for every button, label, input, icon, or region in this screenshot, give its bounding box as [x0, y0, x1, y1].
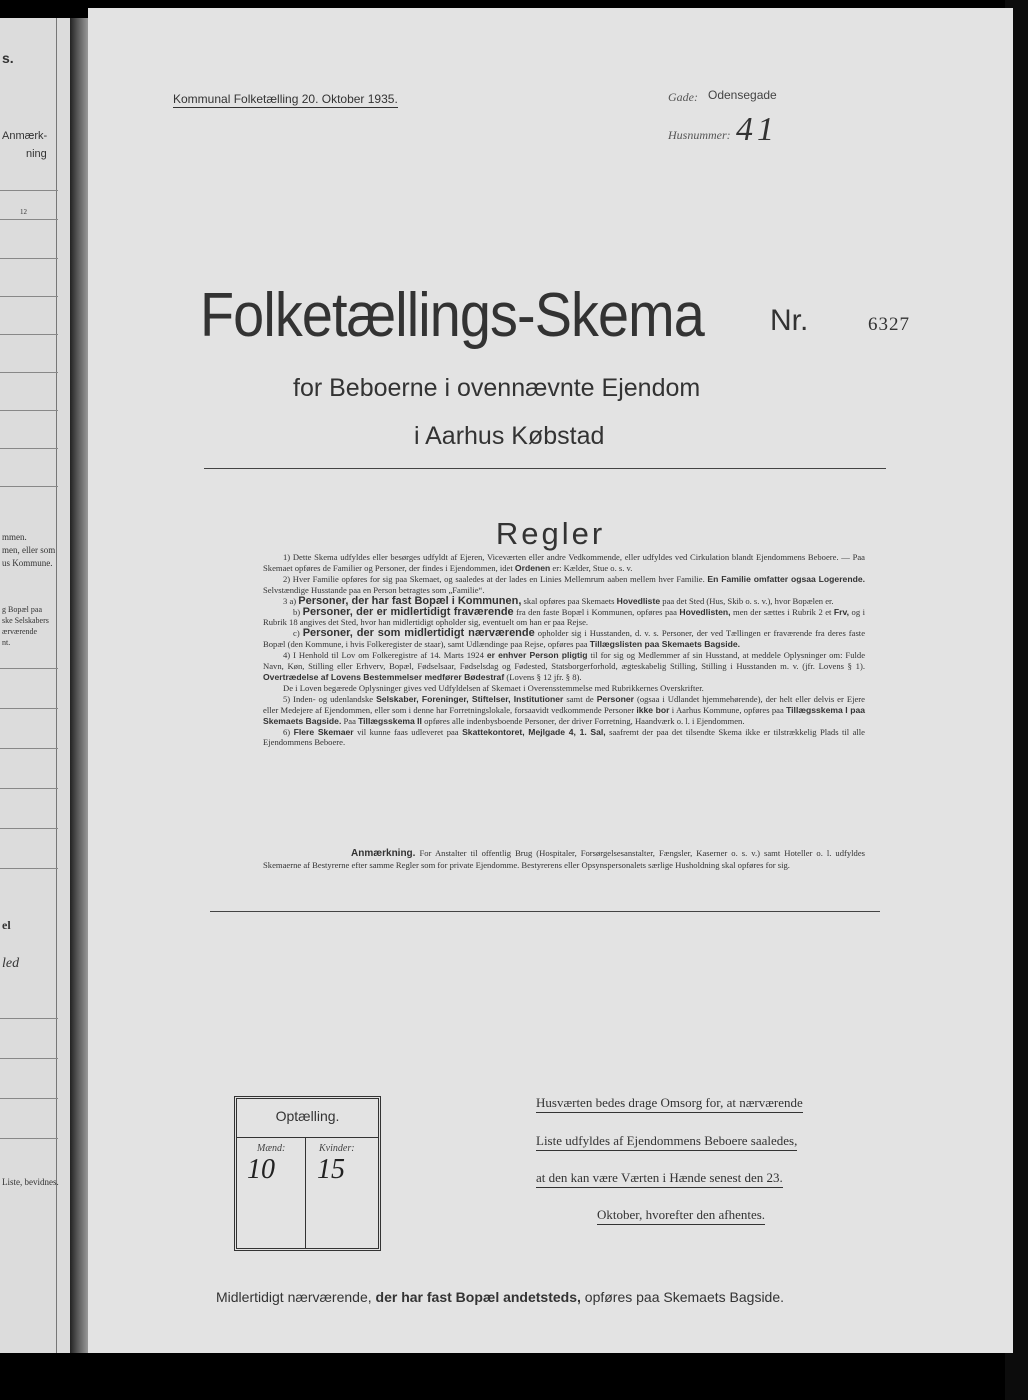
form-subtitle-1: for Beboerne i ovennævnte Ejendom [293, 374, 701, 402]
count-box-divider [305, 1137, 306, 1248]
left-el-text: el [2, 918, 11, 932]
left-note2-line-4: nt. [2, 638, 11, 647]
rule-3c: c) Personer, der som midlertidigt nærværende opholder sig i Husstanden, d. v. s. Personer, der ved Tællingen er fraværende fra deres faste Bopæl (den Kommune, i hvis Folkeregister de staar), samt Udlændinge paa Rejse, opføres paa Tillægslisten paa Skemaets Bagside. [263, 627, 866, 650]
left-liste-text: Liste, bevidnes. [2, 1177, 59, 1187]
census-form-page [88, 8, 1013, 1353]
note-label: Anmærkning. [351, 848, 416, 859]
notice-line-4: Oktober, hvorefter den afhentes. [597, 1207, 765, 1225]
notice-line-2: Liste udfyldes af Ejendommens Beboere saaledes, [536, 1133, 797, 1151]
form-number-value: 6327 [868, 314, 910, 335]
previous-page-edge [0, 18, 70, 1353]
note-paragraph [263, 848, 865, 871]
rule-3b: b) Personer, der er midlertidigt fraværende fra den faste Bopæl i Kommunen, opføres paa Hovedlisten, men der sættes i Rubrik 2 et Frv, og i Rubrik 18 angives det Sted, hvor han midlertidigt opholder sig, eventuelt om han er paa Rejse. [263, 605, 865, 628]
form-number-label: Nr. [770, 304, 809, 337]
left-column-number: 12 [20, 208, 27, 216]
rule-4: 4) I Henhold til Lov om Folkeregistre af 14. Marts 1924 er enhver Person pligtig til for sig og Medlemmer af sin Husstand, at meddele Oplysninger om: Fulde Navn, Køn, Stilling eller Erhverv, Bopæl, Fødselsaar, Fødselsdag og Fødested, Statsborgerforhold, ægteskabelig Stilling, Stilling i Husstanden m. v. (jfr. Lovens § 1). Overtrædelse af Lovens Bestemmelser medfører Bødestraf (Lovens § 12 jfr. § 8). [263, 650, 866, 682]
left-column-header-2: ning [26, 148, 47, 160]
women-label: Kvinder: [319, 1143, 355, 1154]
rule-1: 1) Dette Skema udfyldes eller besørges udfyldt af Ejeren, Viceværten eller andre Vedkommende, eller udfyldes ved Cirkulation blandt Ejendommens Beboere. — Paa Skemaet opføres de Familier og Personer, der findes i Ejendommen, idet Ordenen er: Kælder, Stue o. s. v. [263, 552, 865, 573]
count-box-title: Optælling. [275, 1108, 340, 1124]
rule-4-note: De i Loven begærede Oplysninger gives ved Udfyldelsen af Skemaet i Overensstemmelse med Rubrikkernes Overskrifter. [283, 682, 704, 693]
rules-text [263, 552, 865, 748]
count-box-header-rule [237, 1137, 378, 1138]
gade-value: Odensegade [708, 88, 777, 102]
left-handwriting: led [2, 956, 20, 971]
left-note-line-1: mmen. [2, 532, 27, 542]
book-binding [70, 18, 88, 1353]
note-text: For Anstalter til offentlig Brug (Hospitaler, Forsørgelsesanstalter, Fængsler, Kaserner o. s. v.) samt Hoteller o. l. udfyldes Skemaerne af Bestyrerne efter samme Regler som for private Ejendomme. Bestyrerens eller Opsynspersonalets særlige Husholdning skal opføres for sig. [263, 848, 865, 870]
husnummer-value: 41 [736, 111, 778, 148]
notice-line-1: Husværten bedes drage Omsorg for, at nærværende [536, 1095, 803, 1113]
rules-heading: Regler [495, 516, 606, 551]
left-page-heading: s. [2, 50, 14, 66]
rule-3a: 3 a) Personer, der har fast Bopæl i Kommunen, skal opføres paa Skemaets Hovedliste paa det Sted (Hus, Skib o. s. v.), hvor Bopælen er. [283, 594, 834, 607]
title-divider [204, 468, 886, 469]
left-note-line-2: men, eller som [2, 545, 56, 555]
men-label: Mænd: [257, 1143, 286, 1154]
form-title: Folketællings-Skema [200, 281, 704, 350]
left-note2-line-2: ske Selskabers [2, 616, 49, 625]
husnummer-label: Husnummer: [668, 128, 731, 142]
notice-line-3: at den kan være Værten i Hænde senest den 23. [536, 1170, 783, 1188]
left-note2-line-1: g Bopæl paa [2, 605, 42, 614]
count-box [234, 1096, 381, 1251]
rule-2: 2) Hver Familie opføres for sig paa Skemaet, og saaledes at der lades en Linies Mellemrum aaben mellem hver Familie. En Familie omfatter ogsaa Logerende. Selvstændige Husstande paa en Person betragtes som „Familie“. [263, 573, 865, 595]
gade-label: Gade: [668, 90, 698, 104]
form-subtitle-2: i Aarhus Købstad [414, 422, 605, 450]
left-note-line-3: us Kommune. [2, 558, 53, 568]
left-column-header-1: Anmærk- [2, 130, 48, 142]
women-count: 15 [317, 1154, 345, 1185]
rule-5: 5) Inden- og udenlandske Selskaber, Foreninger, Stiftelser, Institutioner samt de Personer (ogsaa i Udlandet hjemmehørende), der helt eller delvis er Ejere eller Medejere af Ejendommen, eller som i denne har Forretningslokale, forsaavidt vedkommende Personer ikke bor i Aarhus Kommune, opføres paa Tillægsskema I paa Skemaets Bagside. Paa Tillægsskema II opføres alle indenbysboende Personer, der driver Forretning, Haandværk o. l. i Ejendommen. [263, 693, 866, 726]
census-title: Kommunal Folketælling 20. Oktober 1935. [173, 92, 398, 106]
rules-divider [210, 911, 880, 912]
left-note2-line-3: ærværende [2, 627, 38, 636]
rule-6: 6) Flere Skemaer vil kunne faas udleveret paa Skattekontoret, Mejlgade 4, 1. Sal, saafremt der paa det tilsendte Skema ikke er tilstrækkelig Plads til alle Ejendommens Beboere. [263, 726, 865, 748]
footer-note: Midlertidigt nærværende, der har fast Bopæl andetsteds, opføres paa Skemaets Bagside. [216, 1289, 785, 1305]
men-count: 10 [247, 1154, 275, 1185]
